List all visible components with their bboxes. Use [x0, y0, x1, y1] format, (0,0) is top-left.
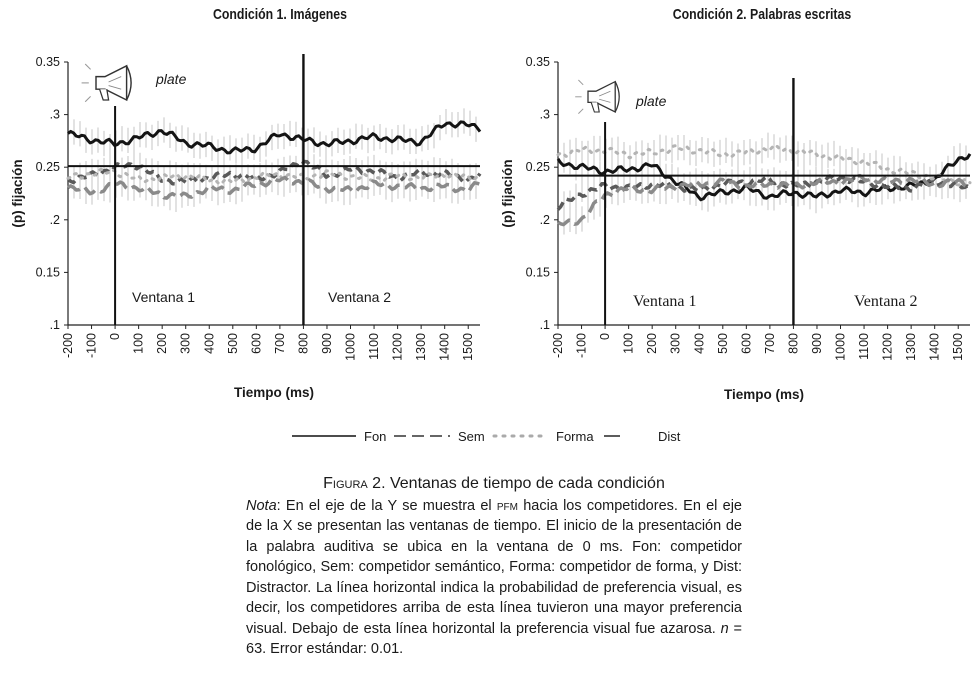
- legend-label-forma: Forma: [556, 429, 594, 444]
- chart1-x-axis-title: Tiempo (ms): [233, 385, 315, 400]
- chart1-xtick-label: 900: [319, 333, 334, 354]
- chart2-ytick-label: 0.15: [525, 265, 550, 280]
- chart1-series-sem: [68, 162, 480, 184]
- chart1-window-1-label: Ventana 1: [132, 289, 196, 305]
- chart1-ytick-label: 0.35: [35, 55, 60, 69]
- chart1-xtick-label: 1000: [343, 333, 358, 361]
- chart2-ytick-label: .1: [539, 318, 550, 332]
- figure-caption: [246, 474, 742, 660]
- chart1-xtick-label: -200: [61, 333, 75, 359]
- chart1-window-2-label: Ventana 2: [328, 289, 392, 305]
- chart1-series-dist: [68, 178, 480, 199]
- chart1-xtick-label: 200: [155, 333, 170, 354]
- chart2-xtick-label: -200: [551, 333, 565, 359]
- caption-text-3: = 63. Error estándar: 0.01.: [246, 620, 742, 657]
- caption-text-2: hacia los competidores. En el eje de la X se presentan las ventanas de tiempo. El inicio de la presentación de la palabra auditiva se ubica en la ventana de 0 ms. Fon: competidor fonológico, Sem: competidor semántico, Forma: competidor de forma, y Dist: Distractor. La línea horizontal indica la probabilidad de preferencia visual, es decir, los competidores arriba de esta línea tuvieron una mayor preferencia visual. Debajo de esta línea horizontal la preferencia visual fue azarosa.: [246, 497, 742, 637]
- chart2-y-axis-title: (p) fijación: [500, 159, 515, 228]
- chart2-xtick-label: 700: [762, 333, 777, 354]
- chart1-xtick-label: 800: [296, 333, 311, 354]
- chart2-xtick-label: 1100: [857, 333, 872, 360]
- chart1-xtick-label: -100: [84, 333, 99, 359]
- chart1-megaphone-icon: [82, 64, 132, 102]
- chart1-xtick-label: 400: [202, 333, 217, 354]
- chart2-annotation-plate: plate: [636, 93, 667, 109]
- caption-text-1: : En el eje de la Y se muestra el: [276, 497, 497, 514]
- chart2-ytick-label: .2: [539, 212, 550, 227]
- legend-label-sem: Sem: [458, 429, 485, 444]
- chart2-megaphone-icon: [575, 80, 619, 114]
- chart1-xtick-label: 1200: [390, 333, 405, 361]
- chart2-xtick-label: 200: [645, 333, 660, 354]
- chart1-xtick-label: 1100: [367, 333, 382, 360]
- chart2-ytick-label: .3: [539, 107, 550, 122]
- caption-title-text: Ventanas de tiempo de cada condición: [389, 475, 665, 492]
- caption-figure-label: Figura 2.: [323, 475, 386, 492]
- chart2-xtick-label: 800: [786, 333, 801, 354]
- chart2-xtick-label: 500: [715, 333, 730, 354]
- chart2-plot: [490, 0, 976, 420]
- chart2-xtick-label: 600: [739, 333, 754, 354]
- legend-label-dist: Dist: [658, 429, 681, 444]
- chart1-ytick-label: 0.15: [35, 265, 60, 280]
- chart1-series-fon: [68, 122, 480, 153]
- caption-body: [246, 496, 742, 660]
- chart2-xtick-label: 1000: [833, 333, 848, 361]
- chart2-xtick-label: 1300: [904, 333, 919, 361]
- chart2-xtick-label: -100: [574, 333, 589, 359]
- chart1-y-axis-title: (p) fijación: [10, 159, 25, 228]
- caption-n-label: n: [720, 620, 729, 637]
- chart1-xtick-label: 1400: [437, 333, 452, 361]
- caption-title: [246, 474, 742, 495]
- chart1-xtick-label: 100: [131, 333, 146, 354]
- chart1-ytick-label: .2: [49, 212, 60, 227]
- chart2-xtick-label: 1500: [951, 333, 966, 361]
- chart2-x-axis-title: Tiempo (ms): [723, 387, 805, 402]
- chart2-xtick-label: 900: [809, 333, 824, 354]
- chart2-xtick-label: 300: [668, 333, 683, 354]
- chart1-title: Condición 1. Imágenes: [213, 6, 347, 23]
- caption-nota-label: Nota: [246, 497, 277, 514]
- chart1-ytick-label: .3: [49, 107, 60, 122]
- chart2-xtick-label: 400: [692, 333, 707, 354]
- chart2-ytick-label: 0.25: [525, 160, 550, 175]
- chart1-xtick-label: 1300: [414, 333, 429, 361]
- chart2-window-1-label: Ventana 1: [633, 293, 697, 310]
- chart1-ytick-label: .1: [49, 318, 60, 332]
- chart1-xtick-label: 300: [178, 333, 193, 354]
- chart1-plot: [0, 0, 490, 420]
- chart2-xtick-label: 100: [621, 333, 636, 354]
- chart2-title: Condición 2. Palabras escritas: [672, 6, 852, 23]
- legend: [0, 426, 976, 446]
- chart2-xtick-label: 1200: [880, 333, 895, 361]
- chart1-xtick-label: 1500: [461, 333, 476, 361]
- chart1-ytick-label: 0.25: [35, 160, 60, 175]
- chart1-annotation-plate: plate: [156, 71, 187, 87]
- chart1-error-bars: [68, 108, 476, 212]
- chart1-xtick-label: 0: [108, 333, 123, 340]
- chart1-xtick-label: 500: [225, 333, 240, 354]
- chart2-xtick-label: 1400: [927, 333, 942, 361]
- legend-label-fon: Fon: [364, 429, 387, 444]
- chart1-xtick-label: 600: [249, 333, 264, 354]
- caption-pfm: pfm: [496, 497, 518, 514]
- chart2-window-2-label: Ventana 2: [854, 293, 918, 310]
- chart1-xtick-label: 700: [272, 333, 287, 354]
- chart2-xtick-label: 0: [598, 333, 613, 340]
- chart2-ytick-label: 0.35: [525, 55, 550, 69]
